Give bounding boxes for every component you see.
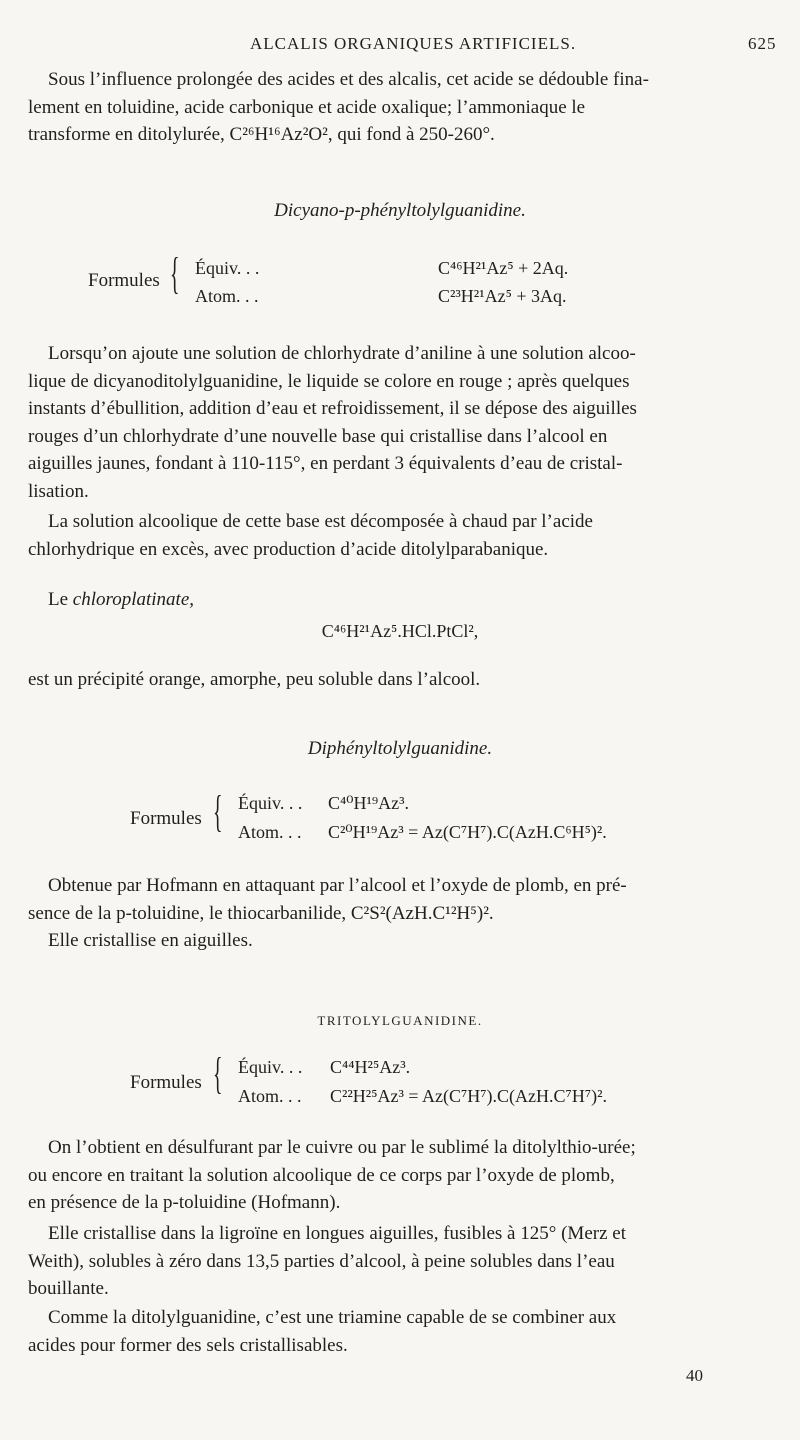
text-line: Sous l’influence prolongée des acides et des alcalis, cet acide se dédouble fina- xyxy=(48,69,649,90)
paragraph-4 xyxy=(28,666,773,694)
atom-formula: C²⁰H¹⁹Az³ = Az(C⁷H⁷).C(AzH.C⁶H⁵)². xyxy=(328,822,607,842)
brace-icon: { xyxy=(213,1049,223,1098)
text-line: aiguilles jaunes, fondant à 110-115°, en perdant 3 équivalents d’eau de cristal- xyxy=(28,453,623,474)
text-line: La solution alcoolique de cette base est décomposée à chaud par l’acide xyxy=(48,511,593,532)
text-line: lique de dicyanoditolylguanidine, le liquide se colore en rouge ; après quelques xyxy=(28,370,630,392)
text-line: sence de la p-toluidine, le thiocarbanilide, C²S²(AzH.C¹²H⁵)². xyxy=(28,902,494,924)
label-prefix: Le xyxy=(48,589,73,610)
paragraph-9 xyxy=(28,1304,773,1359)
text-line: Lorsqu’on ajoute une solution de chlorhydrate d’aniline à une solution alcoo- xyxy=(48,343,636,364)
paragraph-3 xyxy=(28,508,773,563)
formulas-label: Formules xyxy=(130,1072,202,1093)
equiv-formula: C⁴⁰H¹⁹Az³. xyxy=(328,793,410,813)
equiv-label: Équiv. . . xyxy=(238,1057,303,1077)
text-line: bouillante. xyxy=(28,1278,109,1299)
page-number: 625 xyxy=(748,34,777,53)
formulas-label: Formules xyxy=(130,808,202,829)
paragraph-8 xyxy=(28,1220,773,1303)
text-line: Elle cristallise en aiguilles. xyxy=(48,930,253,951)
brace-icon: { xyxy=(213,787,223,836)
section-title-dicyano: Dicyano-p-phényltolylguanidine. xyxy=(274,200,526,221)
chloroplatinate-intro xyxy=(28,586,773,614)
text-line: On l’obtient en désulfurant par le cuivre ou par le sublimé la ditolylthio-urée; xyxy=(48,1137,636,1158)
atom-label: Atom. . . xyxy=(238,822,302,842)
chloroplatinate-label: chloroplatinate, xyxy=(72,589,194,610)
paragraph-1 xyxy=(28,66,773,149)
text-line: instants d’ébullition, addition d’eau et refroidissement, il se dépose des aiguilles xyxy=(28,398,637,419)
text-line: Obtenue par Hofmann en attaquant par l’alcool et l’oxyde de plomb, en pré- xyxy=(48,875,627,896)
formulas-label: Formules xyxy=(88,270,160,291)
paragraph-5 xyxy=(28,872,773,955)
section-title-diphenyl: Diphényltolylguanidine. xyxy=(307,738,493,759)
text-line: lement en toluidine, acide carbonique et acide oxalique; l’ammoniaque le xyxy=(28,96,586,118)
section-title-tritolyl: TRITOLYLGUANIDINE. xyxy=(317,1013,483,1028)
chloroplatinate-formula: C⁴⁶H²¹Az⁵.HCl.PtCl², xyxy=(321,621,479,641)
text-line: Weith), solubles à zéro dans 13,5 parties d’alcool, à peine solubles dans l’eau xyxy=(28,1250,615,1272)
text-line: ou encore en traitant la solution alcoolique de ce corps par l’oxyde de plomb, xyxy=(28,1164,615,1186)
equiv-label: Équiv. . . xyxy=(238,793,303,813)
text-line: lisation. xyxy=(28,480,89,502)
text-line: Comme la ditolylguanidine, c’est une triamine capable de se combiner aux xyxy=(48,1307,617,1328)
signature-mark: 40 xyxy=(686,1366,703,1385)
brace-icon: { xyxy=(170,249,180,298)
atom-formula: C²²H²⁵Az³ = Az(C⁷H⁷).C(AzH.C⁷H⁷)². xyxy=(330,1086,607,1106)
text-line: acides pour former des sels cristallisables. xyxy=(28,1334,348,1356)
running-title: ALCALIS ORGANIQUES ARTIFICIELS. xyxy=(250,34,577,53)
atom-formula: C²³H²¹Az⁵ + 3Aq. xyxy=(438,286,567,306)
text-line: chlorhydrique en excès, avec production d’acide ditolylparabanique. xyxy=(28,538,549,560)
equiv-formula: C⁴⁶H²¹Az⁵ + 2Aq. xyxy=(438,258,569,278)
text-line: Elle cristallise dans la ligroïne en longues aiguilles, fusibles à 125° (Merz et xyxy=(48,1223,626,1244)
equiv-formula: C⁴⁴H²⁵Az³. xyxy=(330,1057,411,1077)
text-line: transforme en ditolylurée, C²⁶H¹⁶Az²O², qui fond à 250-260°. xyxy=(28,124,495,145)
text-line: est un précipité orange, amorphe, peu soluble dans l’alcool. xyxy=(28,669,481,690)
paragraph-7 xyxy=(28,1134,773,1217)
atom-label: Atom. . . xyxy=(238,1086,302,1106)
equiv-label: Équiv. . . xyxy=(195,258,260,278)
paragraph-2 xyxy=(28,340,773,505)
atom-label: Atom. . . xyxy=(195,286,259,306)
text-line: en présence de la p-toluidine (Hofmann). xyxy=(28,1192,341,1213)
text-line: rouges d’un chlorhydrate d’une nouvelle base qui cristallise dans l’alcool en xyxy=(28,425,608,447)
